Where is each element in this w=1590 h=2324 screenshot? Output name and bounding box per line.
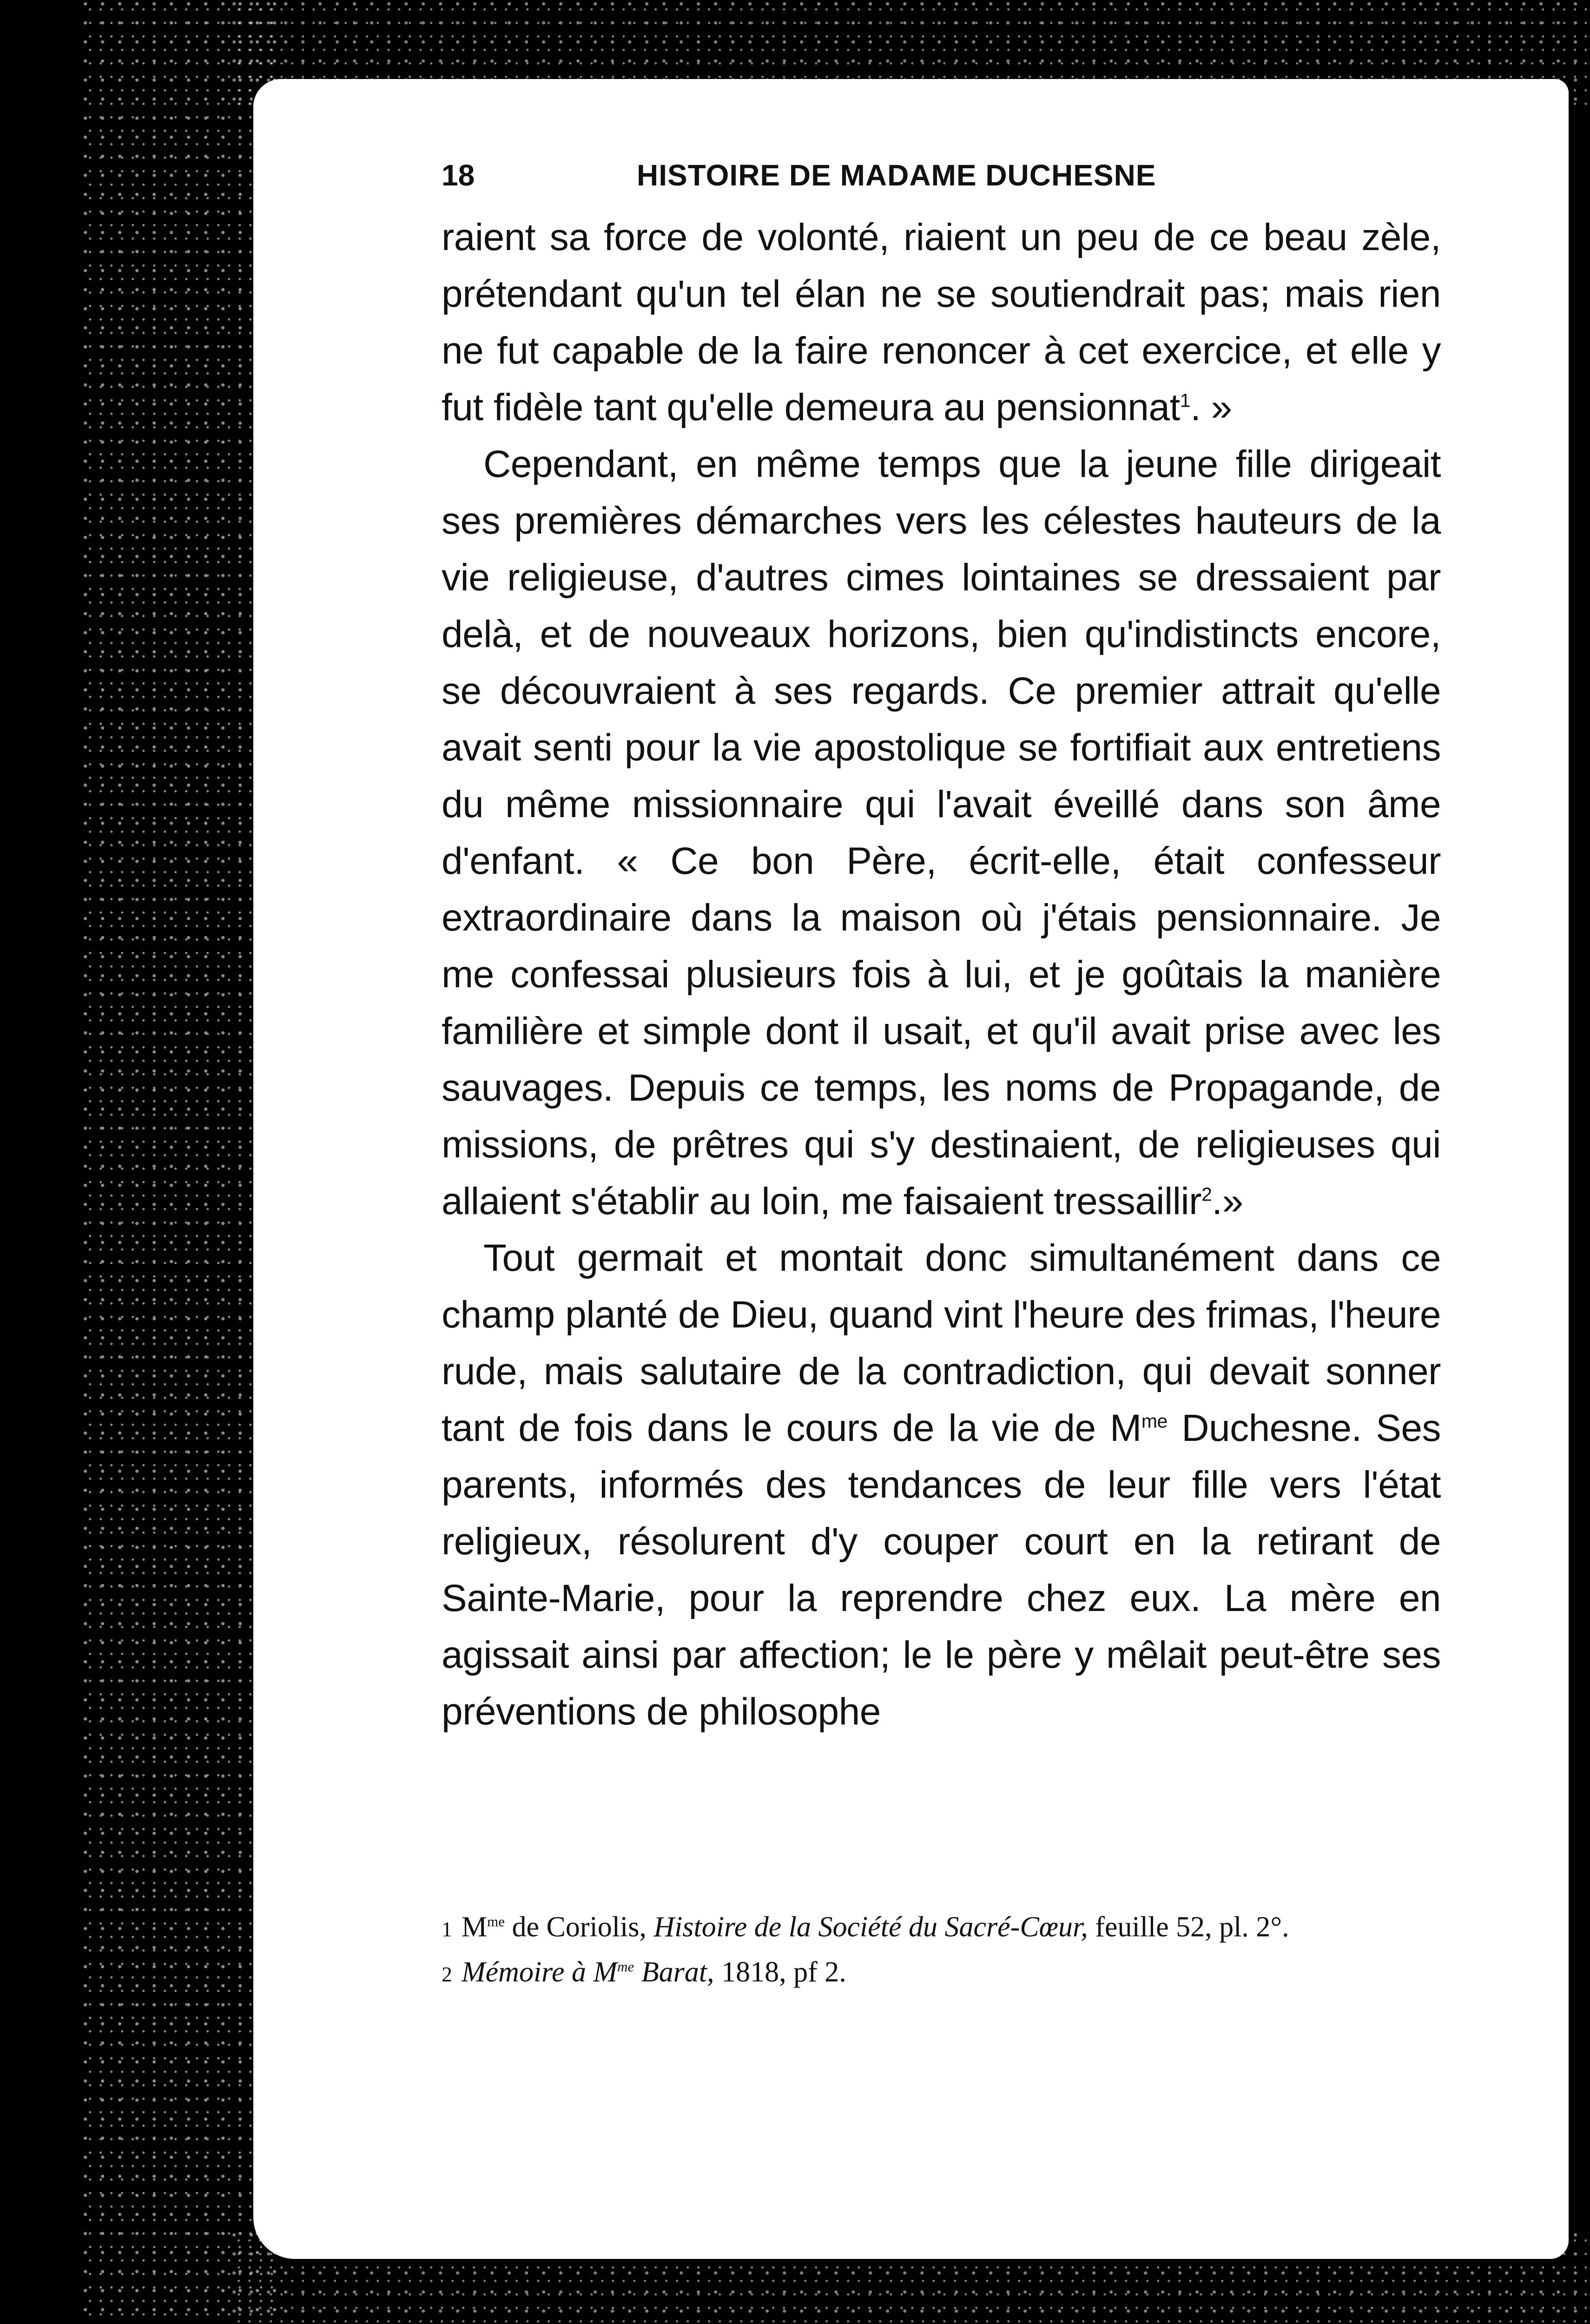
footnote-2-number: 2 [442,1962,452,1986]
footnote-1-prefix-sup: me [487,1913,505,1930]
note-ref-1: 1 [1180,390,1191,411]
note-ref-2: 2 [1201,1183,1212,1205]
footnote-1 [442,1906,1441,1951]
paragraph-2 [442,436,1441,1230]
paragraph-1-end: . » [1190,386,1232,429]
paragraph-1 [442,209,1441,436]
paragraph-3-text-b: Duchesne. Ses parents, informés des tendances de leur fille vers l'état religieux, résolurent d'y couper court en la retirant de Sainte-Marie, pour la reprendre chez eux. La mère en agissait ainsi par affection; le le père y mêlait peut-être ses préventions de philosophe [442,1407,1441,1733]
body-text [442,209,1441,1740]
footnotes [442,1906,1441,1996]
footnote-1-title: Histoire de la Société du Sacré-Cœur, [653,1911,1088,1943]
running-title: HISTOIRE DE MADAME DUCHESNE [637,158,1156,192]
footnote-2-title-sup: me [617,1958,634,1975]
paragraph-3-text-a: Tout germait et montait donc simultanément dans ce champ planté de Dieu, quand vint l'heure des frimas, l'heure rude, mais salutaire de la contradiction, qui devait sonner tant de fois dans le cours de la vie de M [442,1237,1441,1449]
paragraph-1-text: raient sa force de volonté, riaient un peu de ce beau zèle, prétendant qu'un tel élan ne se soutiendrait pas; mais rien ne fut capable de la faire renoncer à cet exercice, et elle y fut fidèle tant qu'elle demeura au pensionnat [442,216,1441,429]
footnote-2-text: 1818, pf 2. [714,1956,846,1988]
footnote-2 [442,1951,1441,1996]
footnote-1-text-b: feuille 52, pl. 2°. [1088,1911,1289,1943]
page-edge-noise-left [84,0,279,2324]
footnote-1-prefix: M [462,1911,488,1943]
footnote-2-title-a: Mémoire à M [462,1956,618,1988]
paragraph-3-superscript: me [1141,1410,1168,1432]
paragraph-3 [442,1230,1441,1740]
paragraph-2-text: Cependant, en même temps que la jeune fille dirigeait ses premières démarches vers les célestes hauteurs de la vie religieuse, d'autres cimes lointaines se dressaient par delà, et de nouveaux horizons, bien qu'indistincts encore, se découvraient à ses regards. Ce premier attrait qu'elle avait senti pour la vie apostolique se fortifiait aux entretiens du même missionnaire qui l'avait éveillé dans son âme d'enfant. « Ce bon Père, écrit-elle, était confesseur extraordinaire dans la maison où j'étais pensionnaire. Je me confessai plusieurs fois à lui, et je goûtais la manière familière et simple dont il usait, et qu'il avait prise avec les sauvages. Depuis ce temps, les noms de Propagande, de missions, de prêtres qui s'y destinaient, de religieuses qui allaient s'établir au loin, me faisaient tressaillir [442,443,1441,1222]
page-number: 18 [442,158,475,192]
footnote-2-title-b: Barat, [634,1956,714,1988]
footnote-1-text-a: de Coriolis, [505,1911,654,1943]
paragraph-2-end: .» [1212,1180,1243,1222]
footnote-1-number: 1 [442,1917,452,1941]
page-content [442,158,1441,1740]
running-header [442,158,1441,209]
